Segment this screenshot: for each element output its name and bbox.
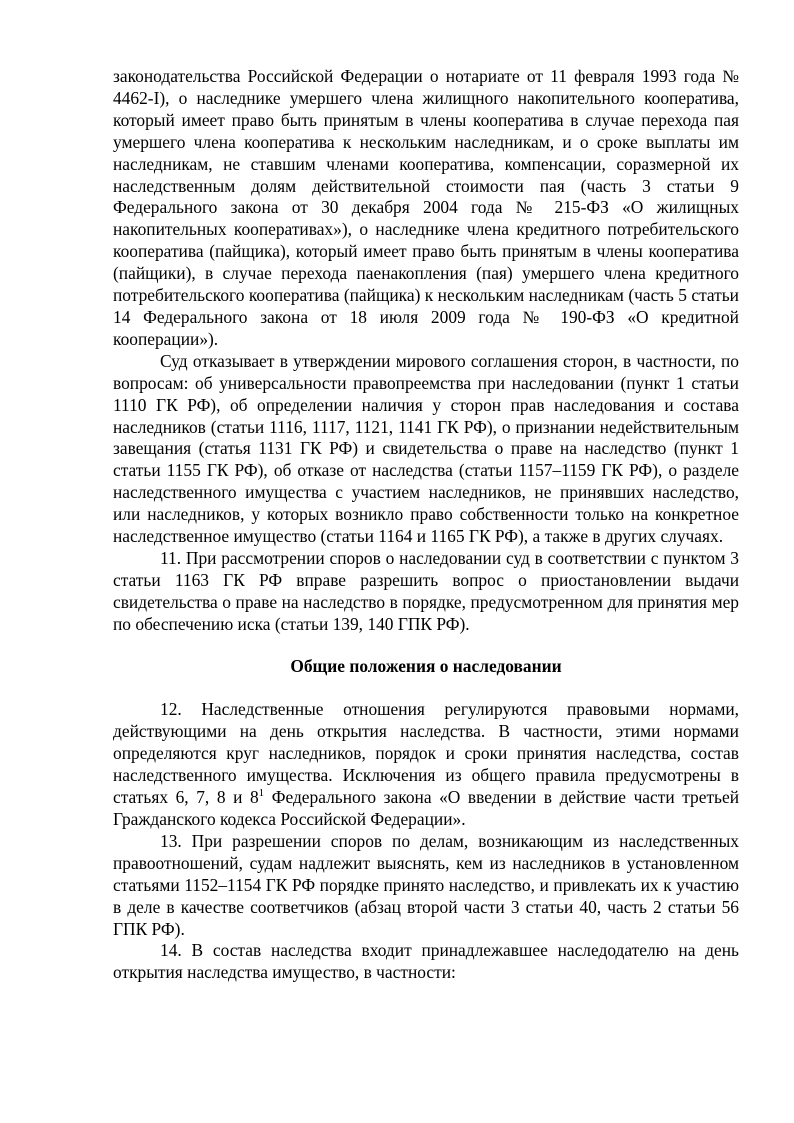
paragraph-11: 11. При рассмотрении споров о наследовании суд в соответствии с пунктом 3 статьи 1163 ГК РФ вправе разрешить вопрос о приостановлении выдачи свидетельства о праве на наследство в порядке, предусмотренном для принятия мер по обеспечению иска (статьи 139, 140 ГПК РФ). — [113, 547, 739, 634]
paragraph-13: 13. При разрешении споров по делам, возникающим из наследственных правоотношений, судам надлежит выяснять, кем из наследников в установленном статьями 1152–1154 ГК РФ порядке принято наследство, и привлекать их к участию в деле в качестве соответчиков (абзац второй части 3 статьи 40, часть 2 статьи 56 ГПК РФ). — [113, 830, 739, 939]
paragraph-12-text: 12. Наследственные отношения регулируются правовыми нормами, действующими на день открытия наследства. В частности, этими нормами определяются круг наследников, порядок и сроки принятия наследства, состав наследственного имущества. Исключения из общего правила предусмотрены в статьях 6, 7, 8 и 8 — [113, 699, 739, 808]
paragraph-refusal: Суд отказывает в утверждении мирового соглашения сторон, в частности, по вопросам: об универсальности правопреемства при наследовании (пункт 1 статьи 1110 ГК РФ), об определении наличия у сторон прав наследования и состава наследников (статьи 1116, 1117, 1121, 1141 ГК РФ), о признании недействительным завещания (статья 1131 ГК РФ) и свидетельства о праве на наследство (пункт 1 статьи 1155 ГК РФ), об отказе от наследства (статьи 1157–1159 ГК РФ), о разделе наследственного имущества с участием наследников, не принявших наследство, или наследников, у которых возникло право собственности только на конкретное наследственное имущество (статьи 1164 и 1165 ГК РФ), а также в других случаях. — [113, 350, 739, 547]
paragraph-12 — [113, 699, 739, 830]
document-page — [113, 66, 739, 984]
superscript-1: 1 — [258, 787, 265, 800]
section-heading: Общие положения о наследовании — [290, 655, 562, 676]
paragraph-14: 14. В состав наследства входит принадлежавшее наследодателю на день открытия наследства имущество, в частности: — [113, 940, 739, 983]
paragraph-continuation: законодательства Российской Федерации о нотариате от 11 февраля 1993 года № 4462-I), о наследнике умершего члена жилищного накопительного кооператива, который имеет право быть принятым в члены кооператива в случае перехода пая умершего члена кооператива к нескольким наследникам, и о сроке выплаты им наследникам, не ставшим членами кооператива, компенсации, соразмерной их наследственным долям действительной стоимости пая (часть 3 статьи 9 Федерального закона от 30 декабря 2004 года № 215-ФЗ «О жилищных накопительных кооперативах»), о наследнике члена кредитного потребительского кооператива (пайщика), который имеет право быть принятым в члены кооператива (пайщики), в случае перехода паенакопления (пая) умершего члена кредитного потребительского кооператива (пайщика) к нескольким наследникам (часть 5 статьи 14 Федерального закона от 18 июля 2009 года № 190-ФЗ «О кредитной кооперации»). — [113, 66, 739, 349]
paragraph-12-text-end: Федерального закона «О введении в действие части третьей Гражданского кодекса Российской Федерации». — [113, 787, 740, 829]
